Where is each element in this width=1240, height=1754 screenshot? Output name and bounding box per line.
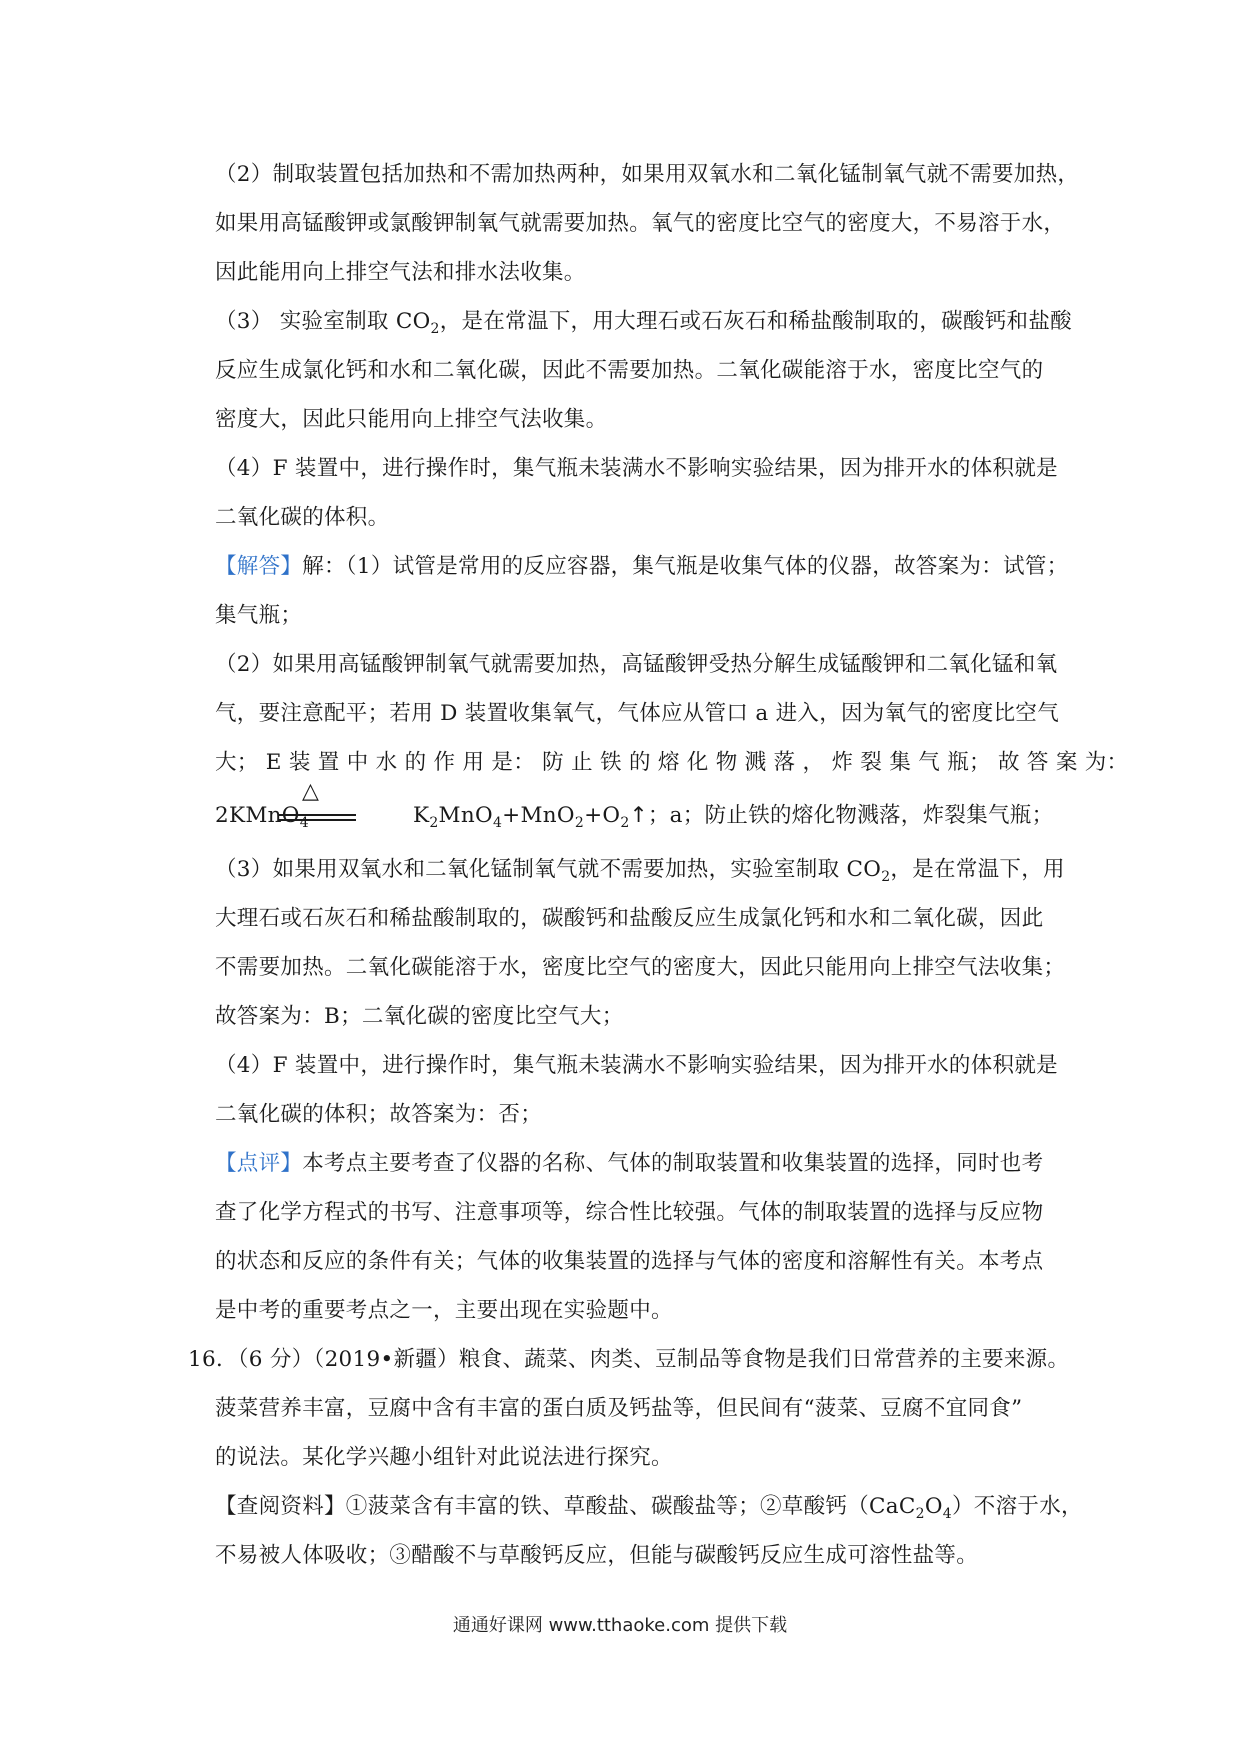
text-line: 反应生成氯化钙和水和二氧化碳，因此不需要加热。二氧化碳能溶于水，密度比空气的	[215, 358, 1044, 383]
text-line: 故答案为：B；二氧化碳的密度比空气大；	[215, 1004, 624, 1029]
text-line: （4）F 装置中，进行操作时，集气瓶未装满水不影响实验结果，因为排开水的体积就是	[215, 1053, 1058, 1078]
answer-tag: 【解答】	[215, 554, 303, 579]
text-line: 气，要注意配平；若用 D 装置收集氧气，气体应从管口 a 进入，因为氧气的密度比空气	[215, 701, 1059, 726]
text-line: （3）如果用双氧水和二氧化锰制氧气就不需要加热，实验室制取 $CO_2$，是在常温下，用	[215, 857, 1065, 885]
text-line: 密度大，因此只能用向上排空气法收集。	[215, 407, 608, 432]
text-line: 菠菜营养丰富，豆腐中含有丰富的蛋白质及钙盐等，但民间有“菠菜、豆腐不宜同食”	[215, 1396, 1023, 1421]
text-line: 查了化学方程式的书写、注意事项等，综合性比较强。气体的制取装置的选择与反应物	[215, 1200, 1044, 1225]
equals-bar	[278, 814, 356, 821]
text-line: 二氧化碳的体积。	[215, 505, 390, 530]
comment-tag: 【点评】	[215, 1151, 303, 1176]
text-line: 如果用高锰酸钾或氯酸钾制氧气就需要加热。氧气的密度比空气的密度大，不易溶于水，	[215, 211, 1066, 236]
text-line: 是中考的重要考点之一，主要出现在实验题中。	[215, 1298, 673, 1323]
answer-line: 【解答】解：（1）试管是常用的反应容器，集气瓶是收集气体的仪器，故答案为：试管；	[215, 554, 1069, 579]
text-line: 的状态和反应的条件有关；气体的收集装置的选择与气体的密度和溶解性有关。本考点	[215, 1249, 1044, 1274]
chemical-equation: 2KMnO$_4$ $K_2MnO_4+MnO_2+O_2↑$；a；防止铁的熔化物溅落，炸裂集气瓶；	[215, 803, 1054, 831]
question-16-title: 16．（6 分）（2019•新疆）粮食、蔬菜、肉类、豆制品等食物是我们日常营养的主要来源。	[188, 1347, 1070, 1372]
text-line: 大理石或石灰石和稀盐酸制取的，碳酸钙和盐酸反应生成氯化钙和水和二氧化碳，因此	[215, 906, 1044, 931]
text-line: 集气瓶；	[215, 603, 303, 628]
text-line: 的说法。某化学兴趣小组针对此说法进行探究。	[215, 1445, 673, 1470]
heat-condition-symbol: △	[302, 779, 319, 804]
text-line: 二氧化碳的体积；故答案为：否；	[215, 1102, 543, 1127]
text-line: 不易被人体吸收；③醋酸不与草酸钙反应，但能与碳酸钙反应生成可溶性盐等。	[215, 1543, 979, 1568]
text-line: 因此能用向上排空气法和排水法收集。	[215, 260, 586, 285]
page-footer: 通通好课网 www.tthaoke.com 提供下载	[452, 1615, 788, 1636]
text-line: （4）F 装置中，进行操作时，集气瓶未装满水不影响实验结果，因为排开水的体积就是	[215, 456, 1058, 481]
text-line: （3） 实验室制取 $CO_2$，是在常温下，用大理石或石灰石和稀盐酸制取的，碳酸钙和盐酸	[215, 309, 1072, 337]
text-line: 大； E 装 置 中 水 的 作 用 是： 防 止 铁 的 熔 化 物 溅 落 ， 炸 裂 集 气 瓶； 故 答 案 为：	[215, 750, 1129, 775]
comment-line: 【点评】本考点主要考查了仪器的名称、气体的制取装置和收集装置的选择，同时也考	[215, 1151, 1044, 1176]
text-line: 不需要加热。二氧化碳能溶于水，密度比空气的密度大，因此只能用向上排空气法收集；	[215, 955, 1066, 980]
text-line: （2）制取装置包括加热和不需加热两种，如果用双氧水和二氧化锰制氧气就不需要加热，	[215, 162, 1080, 187]
text-line: （2）如果用高锰酸钾制氧气就需要加热，高锰酸钾受热分解生成锰酸钾和二氧化锰和氧	[215, 652, 1058, 677]
text-line: 【查阅资料】①菠菜含有丰富的铁、草酸盐、碳酸盐等；②草酸钙$(CaC_2O_4)$不溶于水，	[215, 1494, 1083, 1522]
